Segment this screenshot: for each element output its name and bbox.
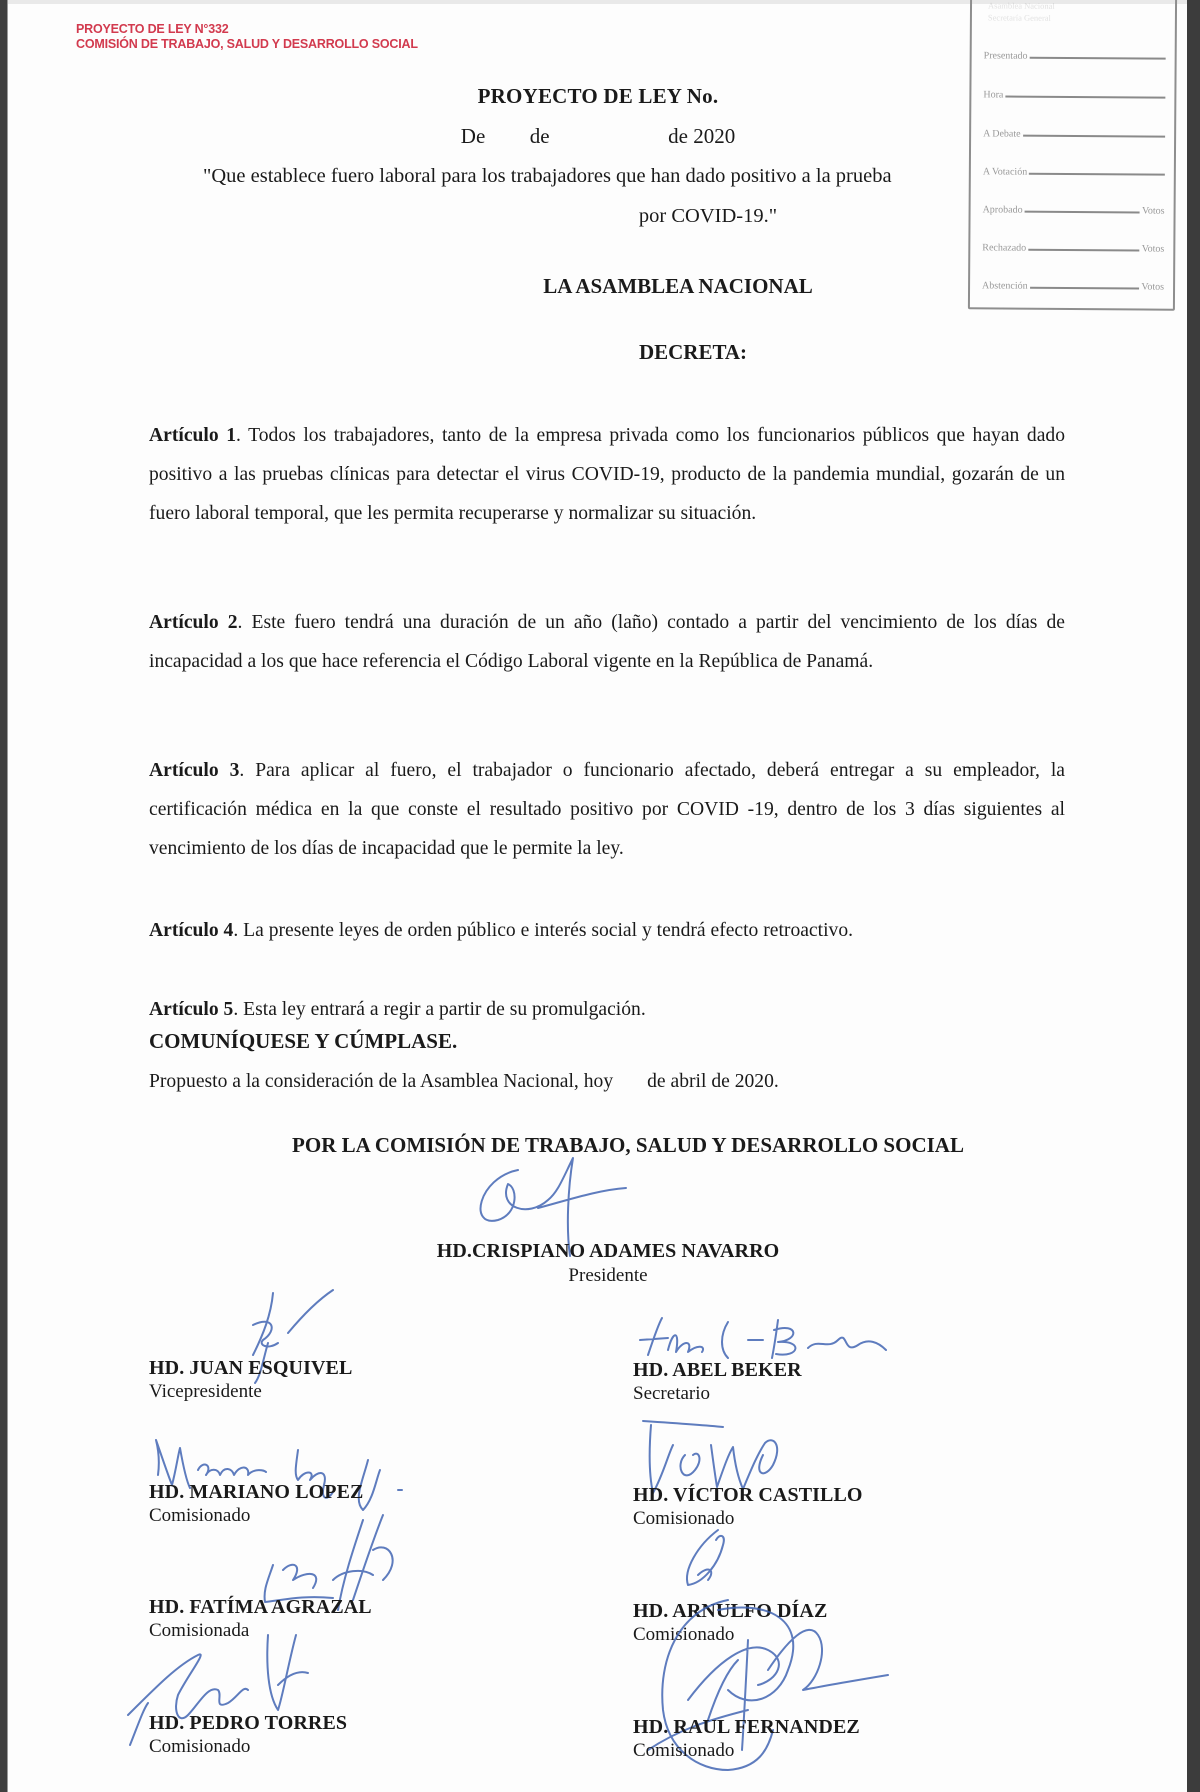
date-de2: de — [529, 124, 550, 148]
stamp-header-line2: Secretaría General — [987, 12, 1051, 23]
stamp-suffix: Votos — [1141, 281, 1165, 293]
signer-name: HD. ABEL BEKER — [633, 1359, 802, 1381]
stamp-label: Hora — [983, 89, 1004, 101]
signer-role: Comisionado — [633, 1740, 735, 1761]
signer-victor-castillo — [633, 1484, 863, 1530]
article-4 — [149, 911, 1065, 950]
signer-fatima-agrazal — [149, 1596, 372, 1642]
article-text: . La presente leyes de orden público e interés social y tendrá efecto retroactivo. — [233, 920, 854, 941]
article-heading: Artículo 1 — [149, 425, 237, 446]
article-3 — [149, 751, 1065, 868]
article-heading: Artículo 3 — [149, 760, 240, 781]
signer-president — [403, 1240, 813, 1287]
signer-juan-esquivel — [149, 1357, 352, 1403]
bill-number: PROYECTO DE LEY N°332 — [76, 22, 229, 36]
bill-number-stamp — [76, 22, 418, 52]
bill-subtitle-line1: "Que establece fuero laboral para los trabajadores que han dado positivo a la prueba — [203, 165, 892, 187]
stamp-label: Abstención — [982, 280, 1028, 292]
article-heading: Artículo 2 — [149, 612, 238, 633]
signer-arnulfo-diaz — [633, 1600, 827, 1646]
date-de: De — [460, 124, 486, 148]
article-heading: Artículo 5 — [149, 999, 234, 1020]
signer-role: Comisionado — [633, 1624, 735, 1645]
decreta-heading: DECRETA: — [638, 340, 748, 364]
article-text: . Para aplicar al fuero, el trabajador o funcionario afectado, deberá entregar a su empleador, la certificación médica en la que conste el resultado positivo por COVID -19, dentro de los 3 días siguientes al vencimiento de los días de incapacidad que le permite la ley. — [149, 760, 1065, 859]
stamp-header-line1: Asamblea Nacional — [987, 0, 1055, 11]
signer-name: HD. VÍCTOR CASTILLO — [633, 1484, 863, 1506]
commission-heading: POR LA COMISIÓN DE TRABAJO, SALUD Y DESARROLLO SOCIAL — [292, 1133, 964, 1157]
signer-role: Comisionado — [149, 1736, 251, 1757]
article-2 — [149, 603, 1065, 681]
stamp-label: Rechazado — [982, 242, 1027, 254]
signer-role: Comisionado — [149, 1505, 251, 1526]
stamp-row-a-debate — [983, 123, 1165, 140]
bill-subtitle-line2: por COVID-19." — [638, 205, 778, 227]
stamp-suffix: Votos — [1141, 205, 1165, 217]
signer-role: Comisionado — [633, 1508, 735, 1529]
signature-victor-castillo — [633, 1415, 833, 1495]
proposed-date: de abril de 2020. — [647, 1071, 779, 1092]
stamp-label: A Debate — [983, 128, 1021, 140]
signer-role: Presidente — [568, 1265, 648, 1286]
signer-name: HD. MARIANO LOPEZ — [149, 1481, 364, 1503]
closing-formula: COMUNÍQUESE Y CÚMPLASE. — [149, 1029, 458, 1053]
document-page — [7, 0, 1187, 1792]
signer-raul-fernandez — [633, 1716, 860, 1762]
signer-pedro-torres — [149, 1712, 347, 1758]
article-5 — [149, 990, 1065, 1029]
date-line — [298, 124, 898, 149]
signature-arnulfo-diaz-top — [648, 1525, 758, 1595]
proposed-line — [149, 1071, 779, 1093]
proposed-text: Propuesto a la consideración de la Asamblea Nacional, hoy — [149, 1071, 614, 1092]
signer-abel-beker — [633, 1359, 802, 1405]
signer-name: HD. ARNULFO DÍAZ — [633, 1600, 828, 1622]
article-text: . Todos los trabajadores, tanto de la empresa privada como los funcionarios públicos que hayan dado positivo a las pruebas clínicas para detectar el virus COVID-19, producto de la pandemia mundial, gozarán de un fuero laboral temporal, que les permita recuperarse y normalizar su situación. — [149, 425, 1065, 524]
article-text: . Esta ley entrará a regir a partir de su promulgación. — [233, 999, 646, 1020]
stamp-label: Presentado — [983, 50, 1028, 62]
document-title: PROYECTO DE LEY No. — [477, 84, 719, 108]
stamp-row-presentado — [984, 45, 1166, 62]
signer-name: HD. PEDRO TORRES — [149, 1712, 348, 1734]
stamp-header — [988, 0, 1158, 25]
article-1 — [149, 416, 1065, 533]
stamp-label: Aprobado — [982, 204, 1023, 216]
signer-name: HD. FATÍMA AGRAZAL — [149, 1596, 372, 1618]
signer-role: Vicepresidente — [149, 1381, 262, 1402]
stamp-suffix: Votos — [1141, 243, 1165, 255]
stamp-row-rechazado — [982, 237, 1164, 254]
viewer-right-edge — [1187, 0, 1200, 1792]
signer-role: Comisionada — [149, 1620, 250, 1641]
article-heading: Artículo 4 — [149, 920, 234, 941]
receipt-stamp-box — [968, 0, 1177, 311]
signer-mariano-lopez — [149, 1481, 363, 1527]
signer-role: Secretario — [633, 1383, 711, 1404]
signer-name: HD. RAUL FERNANDEZ — [633, 1716, 860, 1738]
article-text: . Este fuero tendrá una duración de un año (laño) contado a partir del vencimiento de los días de incapacidad a los que hace referencia el Código Laboral vigente en la República de Panamá. — [149, 612, 1065, 672]
signer-name: HD.CRISPIANO ADAMES NAVARRO — [436, 1240, 780, 1262]
commission-name-stamp: COMISIÓN DE TRABAJO, SALUD Y DESARROLLO SOCIAL — [76, 37, 418, 51]
signer-name: HD. JUAN ESQUIVEL — [149, 1357, 353, 1379]
assembly-heading: LA ASAMBLEA NACIONAL — [543, 274, 813, 298]
date-year: de 2020 — [668, 124, 736, 148]
stamp-label: A Votación — [982, 166, 1028, 178]
